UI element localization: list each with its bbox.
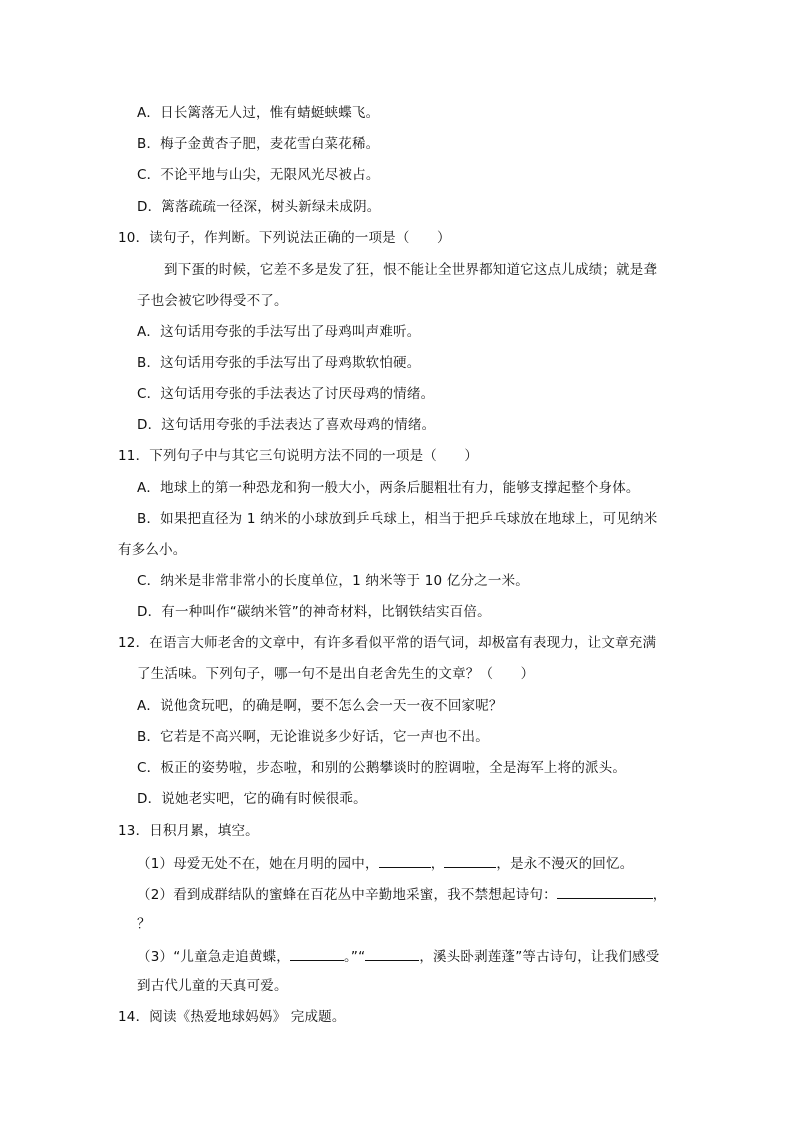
- q13-part2-text-a: （2）看到成群结队的蜜蜂在百花丛中辛勤地采蜜，我不禁想起诗句：: [137, 887, 557, 903]
- q11-option-c: C．纳米是非常非常小的长度单位，1 纳米等于 10 亿分之一米。: [137, 573, 529, 589]
- q11-option-d: D．有一种叫作“碳纳米管”的神奇材料，比钢铁结实百倍。: [137, 604, 491, 620]
- q9-option-d: D．篱落疏疏一径深，树头新绿未成阴。: [137, 199, 381, 215]
- q13-part3-blank-1[interactable]: [290, 946, 344, 961]
- q13-part3-text-b: 。”“: [343, 949, 366, 965]
- q11-option-b-line1: B．如果把直径为 1 纳米的小球放到乒乓球上，相当于把乒乓球放在地球上，可见纳米: [137, 511, 658, 527]
- q13-part2-comma: ，: [652, 887, 667, 903]
- q11-option-b-line2: 有多么小。: [118, 542, 187, 558]
- q13-part3: [137, 946, 659, 966]
- q13-part3-text-a: （3）“儿童急走追黄蝶，: [137, 949, 290, 965]
- q13-part3-text-c: ，溪头卧剥莲蓬”等古诗句，让我们感受: [419, 949, 660, 965]
- q12-option-a: A．说他贪玩吧，的确是啊，要不怎么会一天一夜不回家呢？: [137, 698, 503, 714]
- q12-stem-line2: 了生活味。下列句子，哪一句不是出自老舍先生的文章？（ ）: [137, 666, 535, 682]
- q13-stem: 13．日积月累，填空。: [118, 823, 259, 839]
- q10-option-c: C．这句话用夸张的手法表达了讨厌母鸡的情绪。: [137, 386, 435, 402]
- q12-stem-line1: 12．在语言大师老舍的文章中，有许多看似平常的语气词，却极富有表现力，让文章充满: [118, 635, 657, 651]
- q10-passage-line2: 子也会被它吵得受不了。: [137, 293, 288, 309]
- q9-option-b: B．梅子金黄杏子肥，麦花雪白菜花稀。: [137, 136, 380, 152]
- q12-option-b: B．它若是不高兴啊，无论谁说多少好话，它一声也不出。: [137, 729, 489, 745]
- q13-part1: [137, 853, 633, 873]
- q10-option-b: B．这句话用夸张的手法写出了母鸡欺软怕硬。: [137, 355, 421, 371]
- q13-part2-blank-1[interactable]: [557, 884, 653, 899]
- q10-option-d: D．这句话用夸张的手法表达了喜欢母鸡的情绪。: [137, 417, 436, 433]
- q13-part1-blank-1[interactable]: [379, 853, 431, 868]
- q12-option-d: D．说她老实吧，它的确有时候很乖。: [137, 791, 367, 807]
- q9-option-a: A．日长篱落无人过，惟有蜻蜓蛱蝶飞。: [137, 105, 380, 121]
- q10-passage-line1: 到下蛋的时候，它差不多是发了狂，恨不能让全世界都知道它这点儿成绩；就是聋: [164, 262, 658, 278]
- q13-part1-blank-2[interactable]: [444, 853, 496, 868]
- q13-part3-line2: 到古代儿童的天真可爱。: [137, 978, 288, 994]
- q13-part1-sep: ，: [430, 856, 445, 872]
- q9-option-c: C．不论平地与山尖，无限风光尽被占。: [137, 167, 380, 183]
- q13-part1-text-a: （1）母爱无处不在，她在月明的园中，: [137, 856, 379, 872]
- q11-stem: 11．下列句子中与其它三句说明方法不同的一项是（ ）: [118, 448, 479, 464]
- q10-option-a: A．这句话用夸张的手法写出了母鸡叫声难听。: [137, 324, 421, 340]
- q11-option-a: A．地球上的第一种恐龙和狗一般大小，两条后腿粗壮有力，能够支撑起整个身体。: [137, 480, 640, 496]
- q13-part2-question-mark: ？: [137, 916, 151, 932]
- q13-part3-blank-2[interactable]: [365, 946, 419, 961]
- q13-part1-text-b: ，是永不漫灭的回忆。: [496, 856, 634, 872]
- q12-option-c: C．板正的姿势啦，步态啦，和别的公鹅攀谈时的腔调啦，全是海军上将的派头。: [137, 760, 627, 776]
- q14-stem: 14．阅读《热爱地球妈妈》 完成题。: [118, 1009, 346, 1025]
- q13-part2: [137, 884, 667, 904]
- q10-stem: 10．读句子，作判断。下列说法正确的一项是（ ）: [118, 230, 451, 246]
